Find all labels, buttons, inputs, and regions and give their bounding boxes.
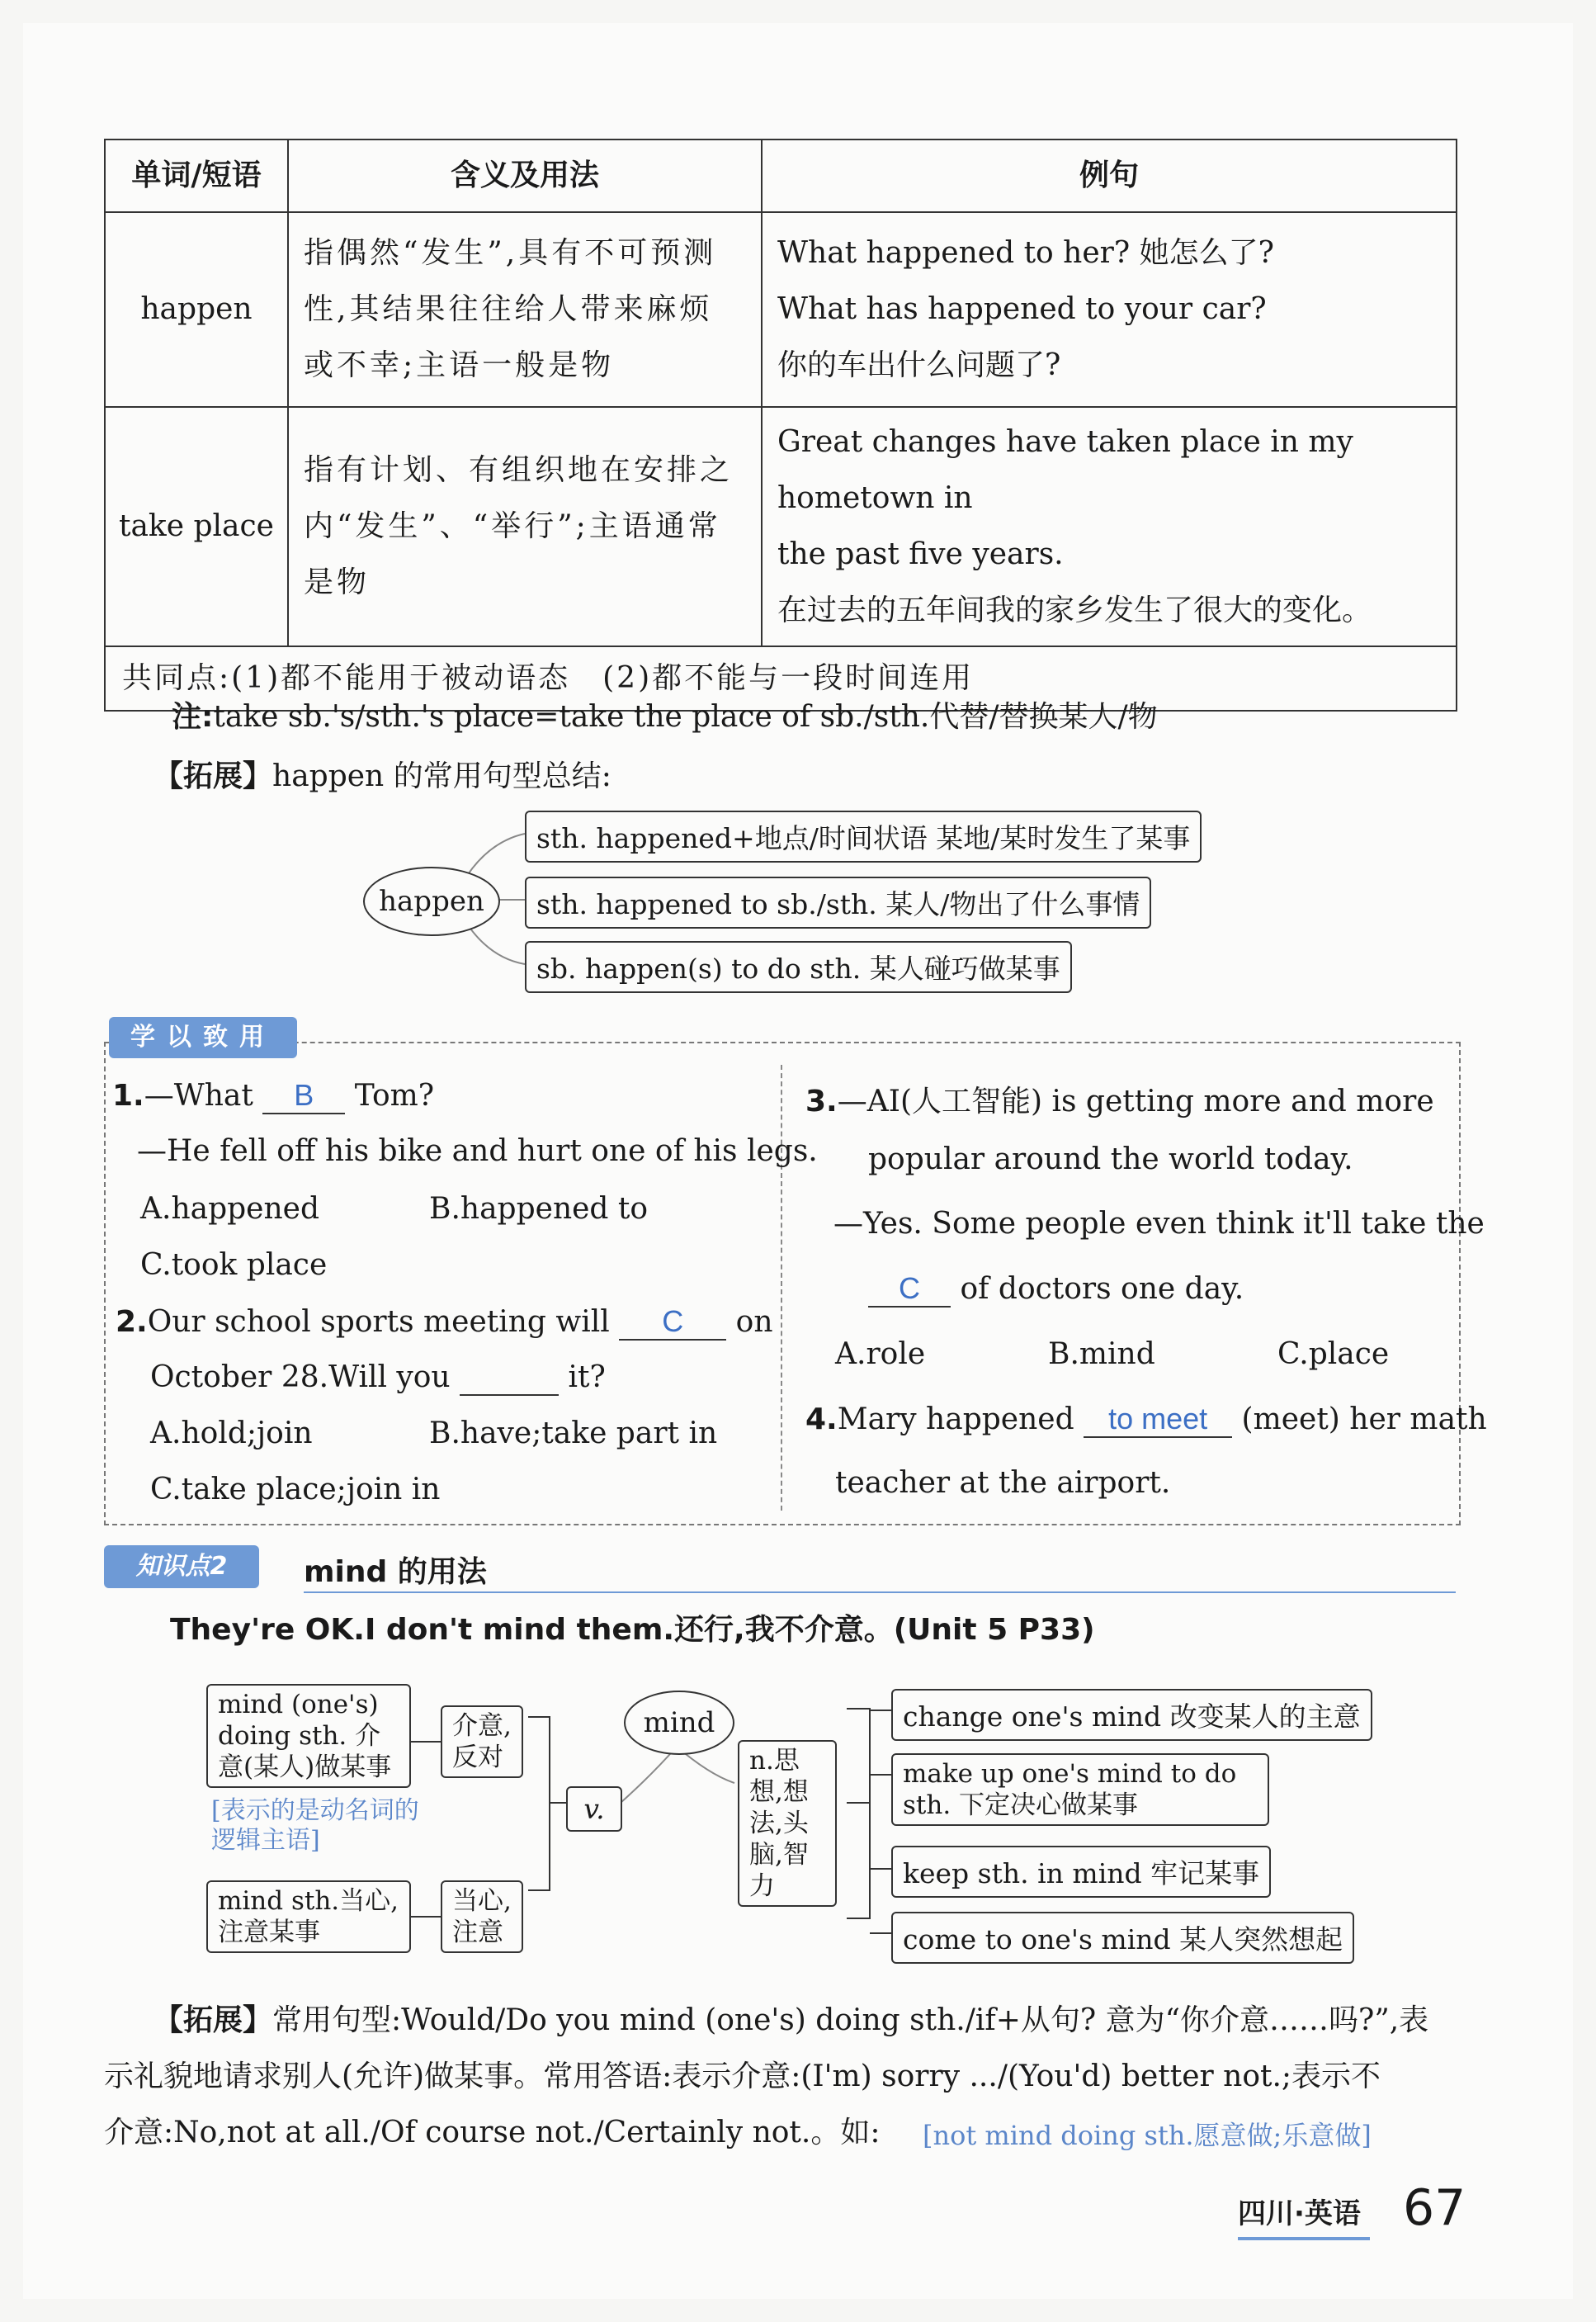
happen-map-item: sb. happen(s) to do sth. 某人碰巧做某事: [525, 941, 1072, 993]
mind-right-item: change one's mind 改变某人的主意: [891, 1689, 1372, 1741]
q2-number: 2.: [116, 1305, 148, 1339]
q1-text: —What: [144, 1079, 253, 1113]
page-number: 67: [1403, 2179, 1466, 2237]
meaning-line: 性,其结果往往给人带来麻烦: [304, 292, 713, 326]
q2-line2b: it?: [568, 1360, 606, 1394]
expand2-line3: 介意:No,not at all./Of course not./Certainly not.。如:: [104, 2116, 881, 2149]
expand1-label: 【拓展】: [153, 759, 273, 793]
expand2-line2: 示礼貌地请求别人(允许)做某事。常用答语:表示介意:(I'm) sorry .../(You'd) better not.;表示不: [104, 2060, 1381, 2093]
q1-option-c[interactable]: C.took place: [140, 1248, 328, 1282]
q2-after: on: [735, 1305, 773, 1339]
meaning-line: 指有计划、有组织地在安排之: [304, 453, 734, 487]
q3-option-c[interactable]: C.place: [1277, 1337, 1390, 1371]
mind-left-box2: mind sth.当心,注意某事: [206, 1880, 411, 1953]
meaning-line: 指偶然“发生”,具有不可预测: [304, 236, 717, 270]
mind-right-item: keep sth. in mind 牢记某事: [891, 1846, 1271, 1898]
mind-right-item: come to one's mind 某人突然想起: [891, 1912, 1354, 1964]
expand2-label: 【拓展】: [153, 2003, 273, 2037]
example-line: What has happened to your car?: [777, 292, 1267, 326]
q3-line2: popular around the world today.: [868, 1142, 1353, 1176]
q2-line2a: October 28.Will you: [150, 1360, 451, 1394]
footer-rule: [1238, 2237, 1370, 2240]
q1-number: 1.: [112, 1079, 144, 1113]
note-text: take sb.'s/sth.'s place=take the place of sb./sth.代替/替换某人/物: [213, 700, 1158, 734]
example-line: the past five years.: [777, 537, 1064, 571]
q3-option-b[interactable]: B.mind: [1048, 1337, 1155, 1371]
q4-line2: teacher at the airport.: [835, 1466, 1171, 1500]
q4-after: (meet) her math: [1241, 1402, 1487, 1436]
happen-map-item: sth. happened to sb./sth. 某人/物出了什么事情: [525, 877, 1151, 929]
word-happen: happen: [105, 212, 288, 407]
mind-left-box1-meaning: 介意,反对: [441, 1705, 523, 1778]
q1-option-a[interactable]: A.happened: [140, 1192, 320, 1226]
q3-option-a[interactable]: A.role: [835, 1337, 926, 1371]
example-line: 在过去的五年间我的家乡发生了很大的变化。: [777, 594, 1372, 627]
word-take-place: take place: [105, 407, 288, 646]
footer-dot: ·: [1294, 2197, 1305, 2230]
example-line: What happened to her? 她怎么了?: [777, 236, 1274, 270]
happen-map-item: sth. happened+地点/时间状语 某地/某时发生了某事: [525, 811, 1202, 863]
common-points: 共同点:(1)都不能用于被动语态 (2)都不能与一段时间连用: [105, 646, 1457, 711]
happen-map-center: happen: [363, 867, 500, 936]
q2-answer: C: [662, 1304, 684, 1338]
note-label: 注:: [172, 700, 214, 734]
footer-label: [1238, 2191, 1361, 2231]
mind-verb-label: v.: [566, 1786, 622, 1832]
footer-region: 四川: [1238, 2197, 1294, 2230]
q2-option-b[interactable]: B.have;take part in: [429, 1416, 718, 1450]
q3-text: —AI(人工智能) is getting more and more: [837, 1085, 1434, 1118]
practice-tag: 学以致用: [109, 1017, 297, 1058]
q4-answer: to meet: [1108, 1402, 1208, 1435]
header-word: 单词/短语: [105, 140, 288, 212]
section2-title: mind 的用法: [304, 1555, 487, 1589]
q2-text: Our school sports meeting will: [147, 1305, 610, 1339]
footer-subject: 英语: [1304, 2197, 1361, 2230]
q4-number: 4.: [805, 1402, 838, 1436]
q1-answer: B: [294, 1078, 314, 1112]
mind-left-note: [表示的是动名词的逻辑主语]: [211, 1796, 419, 1855]
q3-answer: C: [899, 1271, 920, 1305]
q3-line3: —Yes. Some people even think it'll take the: [833, 1207, 1485, 1241]
section2-tag: 知识点2: [104, 1545, 259, 1588]
mind-left-box2-meaning: 当心,注意: [441, 1880, 523, 1953]
expand2-text1: 常用句型:Would/Do you mind (one's) doing sth./if+从句? 意为“你介意……吗?”,表: [272, 2003, 1429, 2037]
q1-reply: —He fell off his bike and hurt one of his legs.: [137, 1134, 818, 1168]
expand2-side-note: [not mind doing sth.愿意做;乐意做]: [923, 2120, 1372, 2151]
header-meaning: 含义及用法: [288, 140, 762, 212]
section2-example: They're OK.I don't mind them.还行,我不介意。(Unit 5 P33): [170, 1613, 1095, 1647]
mind-right-item: make up one's mind to do sth. 下定决心做某事: [891, 1753, 1269, 1826]
q2-option-c[interactable]: C.take place;join in: [150, 1473, 441, 1506]
header-example: 例句: [762, 140, 1457, 212]
expand1-text: happen 的常用句型总结:: [272, 759, 611, 793]
mind-noun-label: n.思想,想法,头脑,智力: [738, 1740, 837, 1907]
q1-after: Tom?: [354, 1079, 435, 1113]
q4-text: Mary happened: [837, 1402, 1074, 1436]
q3-after: of doctors one day.: [960, 1272, 1244, 1306]
mind-left-box1: mind (one's) doing sth. 介意(某人)做某事: [206, 1684, 411, 1788]
meaning-line: 是物: [304, 565, 371, 599]
meaning-line: 或不幸;主语一般是物: [304, 348, 615, 382]
q2-option-a[interactable]: A.hold;join: [150, 1416, 313, 1450]
example-line: 你的车出什么问题了?: [777, 348, 1061, 382]
q3-number: 3.: [805, 1085, 838, 1118]
mind-map-center: mind: [624, 1691, 734, 1755]
meaning-line: 内“发生”、“举行”;主语通常: [304, 509, 721, 543]
example-line: Great changes have taken place in my hometown in: [777, 425, 1353, 515]
q1-option-b[interactable]: B.happened to: [429, 1192, 649, 1226]
expand2-line1: [153, 1993, 1428, 2049]
